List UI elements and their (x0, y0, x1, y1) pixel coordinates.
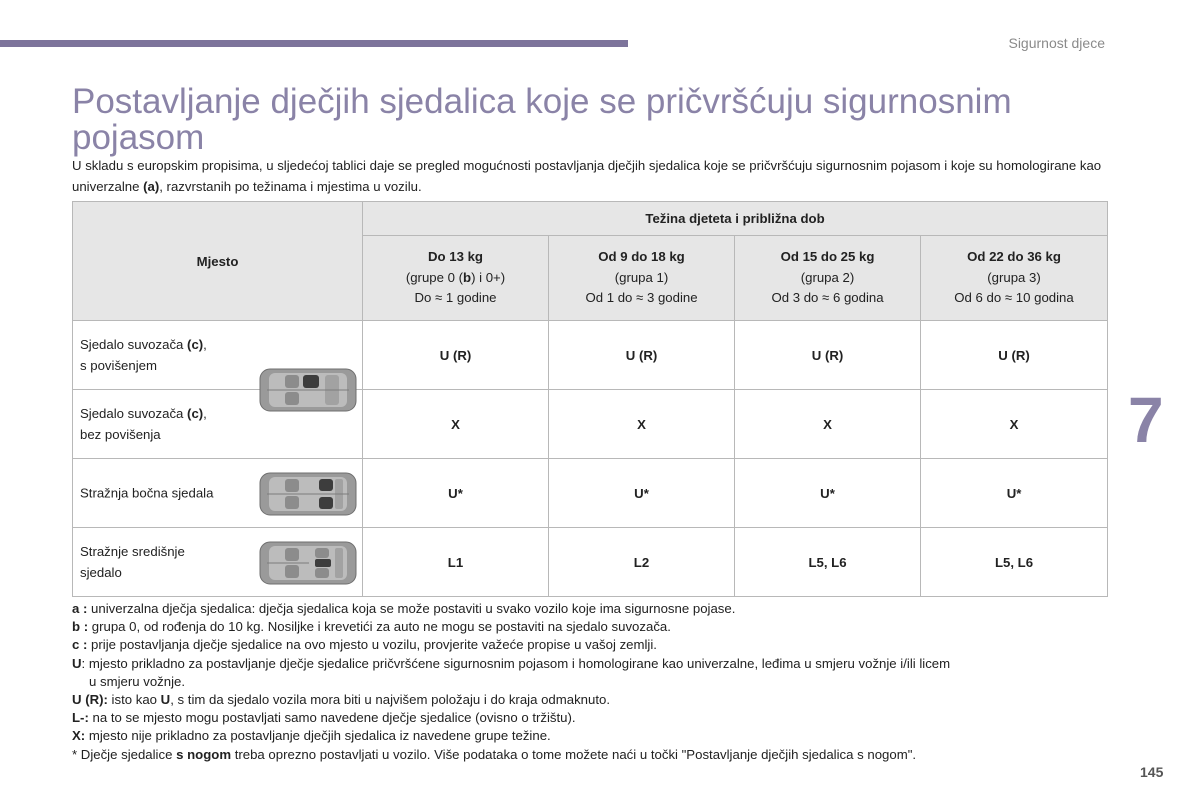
intro-text: U skladu s europskim propisima, u sljedećoj tablici daje se pregled mogućnosti postavljanja dječjih sjedalica koje se pričvršćuju sigurnosnim pojasom i koje su homologirane kao univerzalne (72, 158, 1102, 194)
table-row (73, 390, 1108, 459)
table-cell: X (549, 390, 735, 459)
footnote (72, 691, 1117, 709)
seat-cell (73, 528, 363, 597)
footnote-text: prije postavljanja dječje sjedalice na ovo mjesto u vozilu, provjerite važeće propise u vašoj zemlji. (87, 637, 657, 653)
table-cell: U* (735, 459, 921, 528)
page-title: Postavljanje dječjih sjedalica koje se pričvršćuju sigurnosnim pojasom (72, 82, 1012, 157)
intro-text-end: , razvrstanih po težinama i mjestima u vozilu. (159, 179, 422, 194)
footnote (72, 727, 1117, 745)
footnotes (72, 600, 1117, 764)
table-cell: L5, L6 (921, 528, 1108, 597)
column-weight: Do 13 kg (428, 249, 483, 265)
footnote-text-end: , s tim da sjedalo vozila mora biti u najvišem položaju i do kraja odmaknuto. (170, 692, 611, 708)
footnote-text: grupa 0, od rođenja do 10 kg. Nosiljke i krevetići za auto ne mogu se postaviti na sjedalo suvozača. (88, 619, 671, 635)
table-cell: L5, L6 (735, 528, 921, 597)
column-group: (grupa 1) (614, 269, 669, 285)
table-cell: U (R) (735, 321, 921, 390)
footnote-key: L-: (72, 710, 89, 726)
seat-label-line2: bez povišenja (80, 427, 161, 442)
footnote (72, 709, 1117, 727)
column-weight: Od 22 do 36 kg (967, 249, 1061, 265)
column-header-group3 (921, 236, 1108, 321)
header-accent-bar (0, 40, 628, 47)
child-seat-table (72, 201, 1108, 597)
footnote-key: U (72, 655, 82, 671)
column-age: Od 3 do ≈ 6 godina (771, 290, 884, 306)
table-cell: L1 (363, 528, 549, 597)
seat-cell (73, 390, 363, 459)
table-cell: X (921, 390, 1108, 459)
intro-ref-a: (a) (143, 179, 160, 194)
seat-label-text: Stražnje središnje (80, 544, 185, 559)
seat-cell (73, 459, 363, 528)
seat-label-text: Stražnja bočna sjedala (80, 485, 214, 501)
footnote (72, 600, 1117, 618)
seat-label (80, 403, 240, 445)
footnote-bold: s nogom (176, 746, 232, 762)
seat-column-header: Mjesto (73, 202, 363, 321)
seat-label-punct: , (203, 406, 207, 421)
table-cell: U (R) (549, 321, 735, 390)
chapter-number: 7 (1128, 384, 1164, 456)
table-row (73, 528, 1108, 597)
column-group-ref: b (463, 269, 472, 285)
footnote-text: na to se mjesto mogu postavljati samo navedene dječje sjedalice (ovisno o tržištu). (88, 710, 576, 726)
seat-label-text: Sjedalo suvozača (80, 406, 188, 421)
seat-label-ref: (c) (187, 406, 204, 421)
column-group-text-end: ) i 0+) (471, 269, 506, 285)
column-age: Od 6 do ≈ 10 godina (954, 290, 1074, 306)
seat-label-ref: (c) (187, 337, 204, 352)
footnote-text-end: treba oprezno postavljati u vozilo. Više podataka o tome možete naći u točki "Postavljanje dječjih sjedalica s nogom". (231, 746, 917, 762)
footnote-text: : mjesto prikladno za postavljanje dječje sjedalice pričvršćene sigurnosnim pojasom i homologirane kao univerzalne, leđima u smjeru vožnje i/ili licem (81, 655, 951, 671)
seat-label-text: Sjedalo suvozača (80, 337, 188, 352)
section-label: Sigurnost djece (1008, 35, 1105, 51)
seat-label-punct: , (203, 337, 207, 352)
column-group (363, 268, 548, 289)
footnote-key: X: (72, 728, 86, 744)
table-cell: L2 (549, 528, 735, 597)
footnote (72, 636, 1117, 654)
table-cell: U* (549, 459, 735, 528)
column-group-text: (grupe 0 ( (405, 269, 464, 285)
table-row (73, 459, 1108, 528)
column-header-group0 (363, 236, 549, 321)
seat-label (80, 541, 240, 583)
page-number: 145 (1140, 764, 1164, 780)
table-cell: U* (363, 459, 549, 528)
column-group: (grupa 3) (987, 269, 1041, 285)
car-topview-rear-outer-seats-icon (259, 471, 357, 517)
seat-label-line2: sjedalo (80, 565, 122, 580)
column-group: (grupa 2) (800, 269, 855, 285)
footnote-text: mjesto nije prikladno za postavljanje dječjih sjedalica iz navedene grupe težine. (85, 728, 551, 744)
footnote (72, 746, 1117, 764)
seat-label (80, 334, 240, 376)
seat-label (80, 483, 240, 504)
footnote-key: c : (72, 637, 88, 653)
table-row (73, 321, 1108, 390)
footnote-text: * Dječje sjedalice (72, 746, 177, 762)
column-header-group1 (549, 236, 735, 321)
footnote (72, 618, 1117, 636)
car-topview-rear-center-seat-icon (259, 540, 357, 586)
footnote-text: univerzalna dječja sjedalica: dječja sjedalica koja se može postaviti u svako vozilo koje ima sigurnosne pojase. (87, 601, 736, 616)
footnote-key: U (R): (72, 692, 108, 708)
footnote (72, 655, 1117, 673)
table-cell: X (735, 390, 921, 459)
intro-paragraph (72, 155, 1112, 197)
footnote-bold: U (160, 692, 171, 708)
column-weight: Od 9 do 18 kg (598, 249, 685, 265)
column-weight: Od 15 do 25 kg (780, 249, 875, 265)
table-cell: U (R) (921, 321, 1108, 390)
table-cell: U (R) (363, 321, 549, 390)
table-cell: U* (921, 459, 1108, 528)
column-age: Do ≈ 1 godine (414, 290, 497, 306)
column-header-group2 (735, 236, 921, 321)
footnote-text: isto kao (107, 692, 161, 708)
seat-label-line2: s povišenjem (80, 358, 157, 373)
column-age: Od 1 do ≈ 3 godine (585, 290, 698, 306)
footnote-continuation: u smjeru vožnje. (89, 673, 186, 689)
seat-cell (73, 321, 363, 390)
weight-group-header: Težina djeteta i približna dob (363, 202, 1108, 236)
footnote-key: b : (72, 619, 89, 635)
table-cell: X (363, 390, 549, 459)
footnote-key: a : (72, 601, 88, 616)
